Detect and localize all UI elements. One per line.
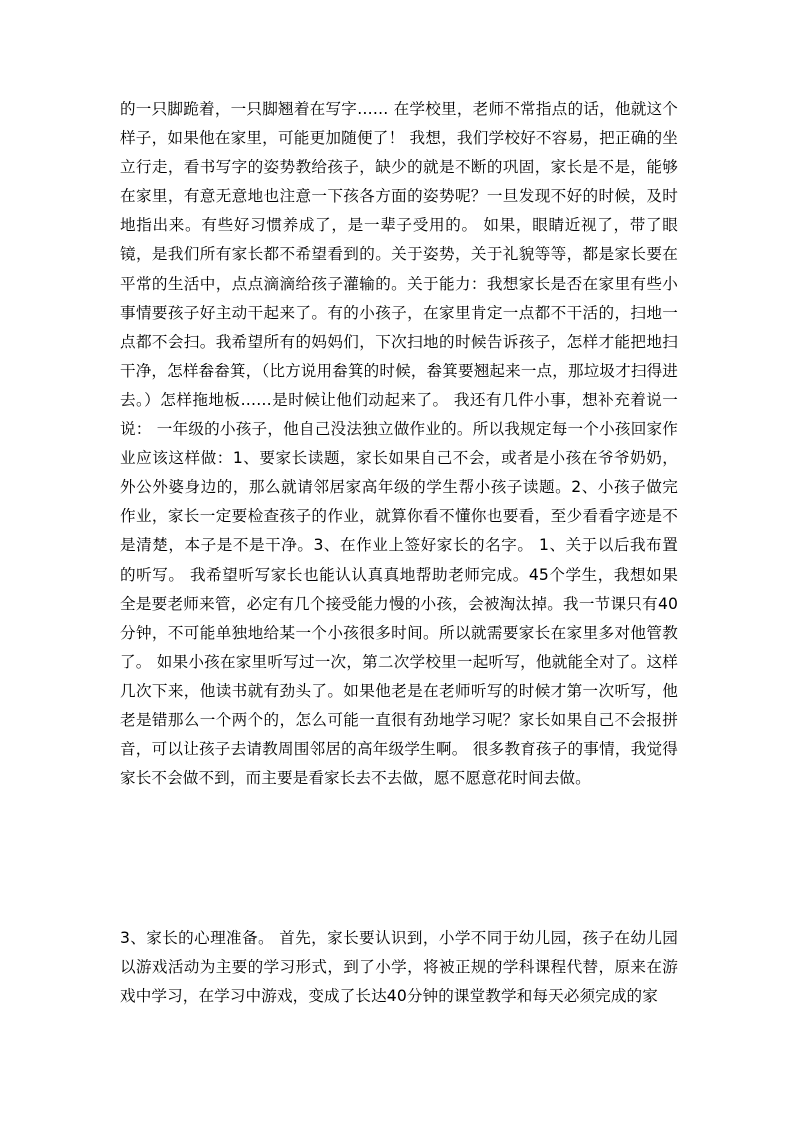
body-paragraph-parent-guidance: 的一只脚跪着，一只脚翘着在写字…… 在学校里，老师不常指点的话，他就这个样子，如果他在家里，可能更加随便了！ 我想，我们学校好不容易，把正确的坐立行走，看书写字的姿势教给孩子，缺少的就是不断的巩固，家长是不是，能够在家里，有意无意地也注意一下孩各方面的姿势呢？一旦发现不好的时候，及时地指出来。有些好习惯养成了，是一辈子受用的。 如果，眼睛近视了，带了眼镜，是我们所有家长都不希望看到的。关于姿势，关于礼貌等等，都是家长要在平常的生活中，点点滴滴给孩子灌输的。关于能力：我想家长是否在家里有些小事情要孩子好主动干起来了。有的小孩子，在家里肯定一点都不干活的，扫地一点都不会扫。我希望所有的妈妈们，下次扫地的时候告诉孩子，怎样才能把地扫干净，怎样畚畚箕，（比方说用畚箕的时候，畚箕要翘起来一点，那垃圾才扫得进去。）怎样拖地板……是时候让他们动起来了。 我还有几件小事，想补充着说一说： 一年级的小孩子，他自己没法独立做作业的。所以我规定每一个小孩回家作业应该这样做：1、要家长读题，家长如果自己不会，或者是小孩在爷爷奶奶，外公外婆身边的，那么就请邻居家高年级的学生帮小孩子读题。2、小孩子做完作业，家长一定要检查孩子的作业，就算你看不懂你也要看，至少看看字迹是不是清楚，本子是不是干净。3、在作业上签好家长的名字。 1、关于以后我布置的听写。 我希望听写家长也能认认真真地帮助老师完成。45个学生，我想如果全是要老师来管，必定有几个接受能力慢的小孩，会被淘汰掉。我一节课只有40分钟，不可能单独地给某一个小孩很多时间。所以就需要家长在家里多对他管教了。 如果小孩在家里听写过一次，第二次学校里一起听写，他就能全对了。这样几次下来，他读书就有劲头了。如果他老是在老师听写的时候才第一次听写，他老是错那么一个两个的，怎么可能一直很有劲地学习呢？家长如果自己不会报拼音，可以让孩子去请教周围邻居的高年级学生啊。 很多教育孩子的事情，我觉得家长不会做不到，而主要是看家长去不去做，愿不愿意花时间去做。 [120, 100, 678, 788]
body-paragraph-psychological-preparation: 3、家长的心理准备。 首先，家长要认识到，小学不同于幼儿园，孩子在幼儿园以游戏活动为主要的学习形式，到了小学，将被正规的学科课程代替，原来在游戏中学习，在学习中游戏，变成了长达40分钟的课堂教学和每天必须完成的家 [120, 929, 678, 1006]
